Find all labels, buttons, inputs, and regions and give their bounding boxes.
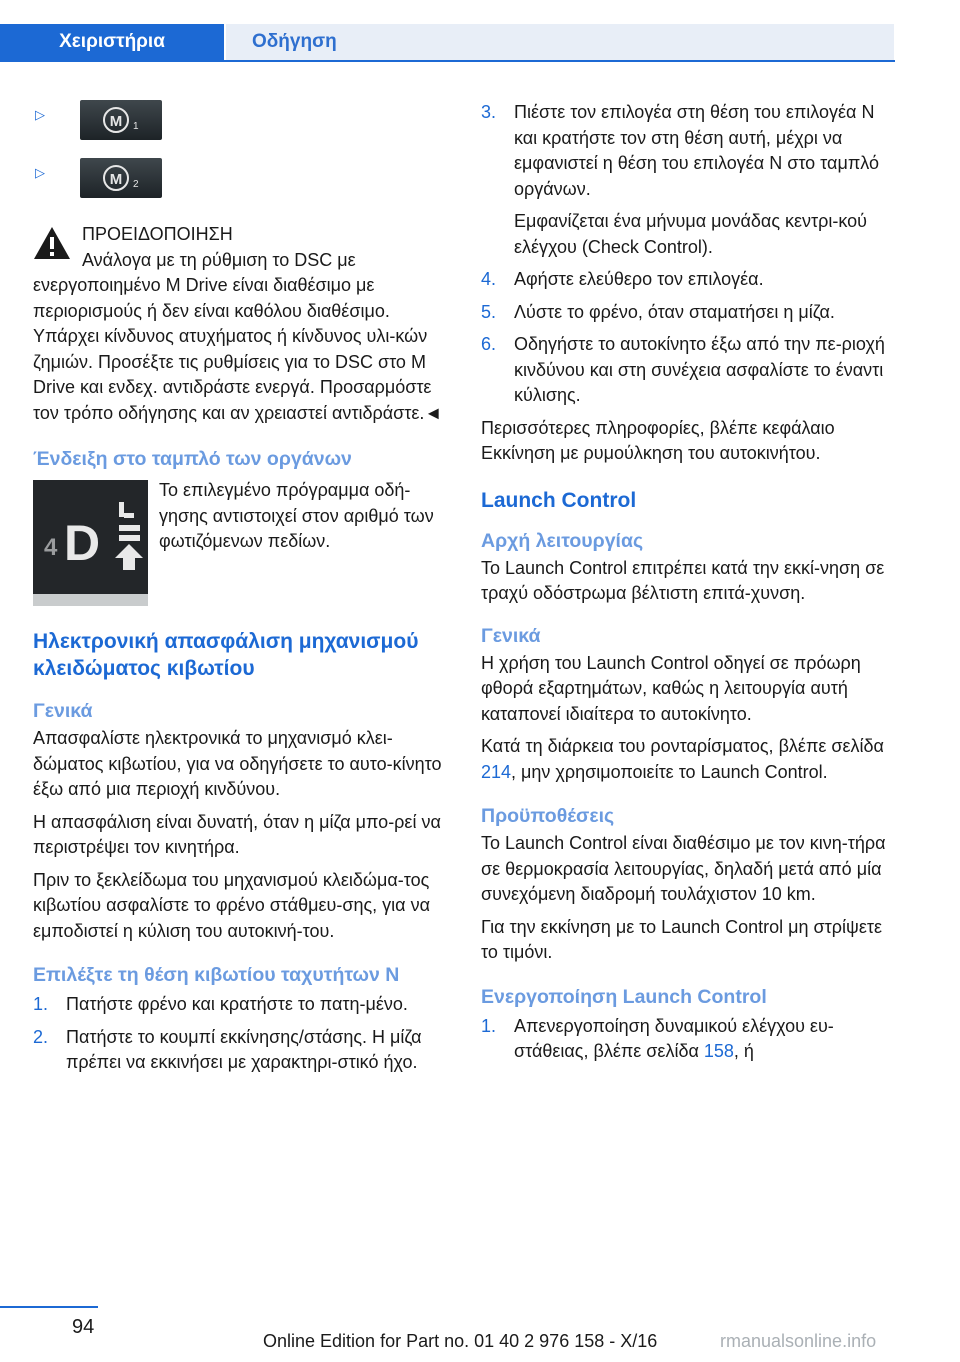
triangle-bullet-icon: ▷	[35, 165, 45, 180]
edition-text: Online Edition for Part no. 01 40 2 976 158 - X/16	[263, 1331, 658, 1351]
text-run: Απενεργοποίηση δυναμικού ελέγχου ευ-στάθειας, βλέπε σελίδα	[514, 1015, 834, 1061]
prerequisites-paragraph-2: Για την εκκίνηση με το Launch Control μη στρίψετε το τιμόνι.	[481, 916, 883, 962]
watermark: rmanualsonline.info	[720, 1331, 877, 1351]
prerequisites-heading: Προϋποθέσεις	[481, 805, 615, 827]
m2-button-icon	[80, 158, 162, 198]
footer-divider	[0, 1306, 98, 1308]
page-link-158[interactable]: 158	[703, 1041, 734, 1061]
step-text: Πιέστε τον επιλογέα στη θέση του επιλογέα N και κρατήστε τον στη θέση αυτή, μέχρι να εμφανιστεί η θέση του επιλογέα N στο ταμπλό οργάνων.	[514, 102, 879, 199]
dash-description: Το επιλεγμένο πρόγραμμα οδή-γησης αντιστοιχεί στον αριθμό των φωτιζόμενων πεδίων.	[159, 480, 434, 551]
list-item	[33, 992, 446, 1018]
launch-control-heading: Launch Control	[481, 488, 637, 512]
general-paragraph-3: Πριν το ξεκλείδωμα του μηχανισμού κλειδώμα-τος κιβωτίου ασφαλίστε το φρένο στάθμευ-σης, για να εμποδιστεί η κύλιση του αυτοκινή-του.	[33, 869, 430, 941]
general-heading-right: Γενικά	[481, 624, 541, 647]
warning-triangle-icon	[33, 226, 71, 265]
step-number: 3.	[481, 102, 497, 122]
principle-paragraph: Το Launch Control επιτρέπει κατά την εκκί-νηση σε τραχύ οδόστρωμα βέλτιστη επιτά-χυνση.	[481, 557, 885, 603]
svg-text:2: 2	[133, 179, 139, 190]
svg-text:D: D	[64, 515, 101, 571]
list-item	[481, 300, 895, 326]
page-number: 94	[72, 1316, 95, 1338]
list-item-m1	[33, 100, 446, 158]
dash-heading: Ένδειξη στο ταμπλό των οργάνων	[33, 448, 352, 470]
step-number: 1.	[481, 1015, 497, 1036]
list-item	[481, 1014, 895, 1065]
svg-text:1: 1	[133, 121, 139, 132]
m1-button-icon	[80, 100, 162, 140]
warning-line1: Ανάλογα με τη ρύθμιση το DSC με	[82, 249, 356, 270]
step-number: 2.	[33, 1026, 49, 1047]
tab-driving[interactable]: Οδήγηση	[226, 24, 894, 60]
prerequisites-paragraph-1: Το Launch Control είναι διαθέσιμο με τον κινη-τήρα σε θερμοκρασία λειτουργίας, δηλαδή μετά από μία συνεχόμενη διαδρομή τουλάχιστον 10 km.	[481, 833, 886, 904]
step-number: 5.	[481, 301, 497, 322]
steps-list-left	[33, 992, 446, 1076]
warning-title: ΠΡΟΕΙΔΟΠΟΙΗΣΗ	[82, 224, 233, 244]
text-run: Κατά τη διάρκεια του ρονταρίσματος, βλέπε σελίδα	[481, 736, 884, 756]
instrument-cluster-image	[33, 480, 148, 594]
header-divider	[0, 60, 895, 62]
activate-heading: Ενεργοποίηση Launch Control	[481, 985, 767, 1008]
text-run: , μην χρησιμοποιείτε το Launch Control.	[511, 761, 828, 782]
list-item	[481, 100, 895, 260]
step-number: 6.	[481, 334, 497, 354]
step-number: 4.	[481, 269, 497, 289]
list-item	[33, 1025, 446, 1076]
step-subtext: Εμφανίζεται ένα μήνυμα μονάδας κεντρι-κού ελέγχου (Check Control).	[514, 211, 868, 257]
svg-text:M: M	[109, 171, 123, 188]
list-item-m2	[33, 158, 446, 216]
general-paragraph-2: Η απασφάλιση είναι δυνατή, όταν η μίζα μπο-ρεί να περιστρέψει τον κινητήρα.	[33, 811, 441, 857]
list-item	[481, 332, 895, 409]
general-heading-left: Γενικά	[33, 700, 93, 722]
page-link-214[interactable]: 214	[481, 761, 512, 782]
step-text: Οδηγήστε το αυτοκίνητο έξω από την πε-ριοχή κινδύνου και στη συνέχεια ασφαλίστε το έναντι κύλισης.	[514, 334, 885, 405]
svg-text:4: 4	[44, 534, 58, 561]
warning-box	[33, 222, 446, 426]
more-info: Περισσότερες πληροφορίες, βλέπε κεφάλαιο Εκκίνηση με ρυμούλκηση του αυτοκινήτου.	[481, 417, 835, 463]
dash-section	[33, 478, 446, 628]
activate-list	[481, 1014, 895, 1065]
tab-controls[interactable]: Χειριστήρια	[0, 24, 224, 60]
left-column	[33, 100, 446, 1083]
lock-heading: Ηλεκτρονική απασφάλιση μηχανισμού κλειδώματος κιβωτίου	[33, 630, 419, 680]
warning-body: ενεργοποιημένο M Drive είναι διαθέσιμο με περιορισμούς ή δεν είναι καθόλου διαθέσιμο. Υπάρχει κίνδυνος ατυχήματος ή κίνδυνος υλι-κών ζημιών. Προσέξτε τις ρυθμίσεις για το DSC στο M Drive και ενδεχ. αντιδράστε ενεργά. Προσαρμόστε τον τρόπο οδήγησης και αν χρειαστεί αντιδράστε.◄	[33, 275, 443, 423]
step-text: Πατήστε το κουμπί εκκίνησης/στάσης. Η μίζα πρέπει να εκκινήσει με χαρακτηρι-στικό ήχο.	[66, 1026, 422, 1072]
cluster-strip	[33, 594, 148, 606]
page-header	[0, 0, 960, 62]
list-item	[481, 267, 895, 293]
step-number: 1.	[33, 994, 49, 1014]
steps-list-right	[481, 100, 895, 409]
launch-general-paragraph-1: Η χρήση του Launch Control οδηγεί σε πρόωρη φθορά εξαρτημάτων, καθώς η λειτουργία αυτή καταπονεί ιδιαίτερα το αυτοκίνητο.	[481, 652, 861, 724]
select-n-heading: Επιλέξτε τη θέση κιβωτίου ταχυτήτων N	[33, 964, 400, 986]
general-paragraph-1: Απασφαλίστε ηλεκτρονικά το μηχανισμό κλει-δώματος κιβωτίου, για να οδηγήσετε το αυτο-κίνητο έξω από μια περιοχή κινδύνου.	[33, 728, 442, 799]
launch-general-paragraph-2	[481, 734, 895, 785]
text-run: , ή	[733, 1041, 754, 1061]
step-text: Αφήστε ελεύθερο τον επιλογέα.	[514, 269, 764, 289]
right-column	[481, 100, 895, 1072]
step-text: Πατήστε φρένο και κρατήστε το πατη-μένο.	[66, 994, 408, 1014]
triangle-bullet-icon: ▷	[35, 107, 45, 122]
step-text: Λύστε το φρένο, όταν σταματήσει η μίζα.	[514, 301, 835, 322]
svg-text:M: M	[109, 113, 123, 130]
principle-heading: Αρχή λειτουργίας	[481, 529, 644, 552]
